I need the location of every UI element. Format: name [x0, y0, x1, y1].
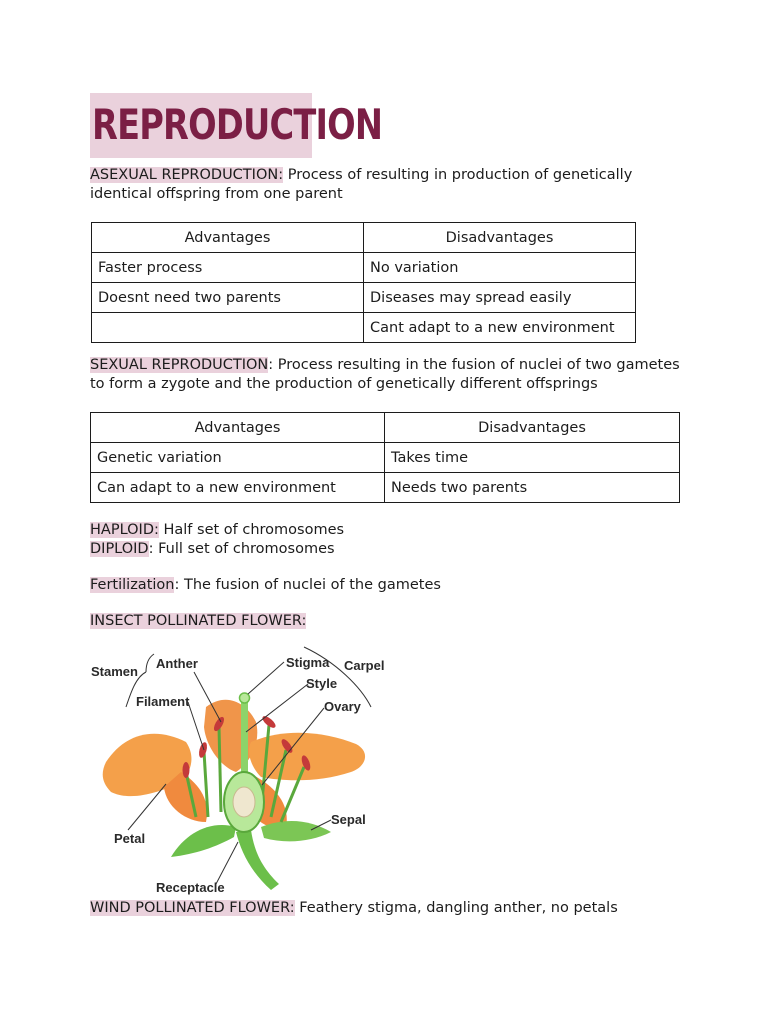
- label-receptacle: Receptacle: [156, 880, 225, 895]
- haploid-term: HAPLOID:: [90, 522, 159, 538]
- table-header-row: [91, 413, 680, 443]
- table-header-cell: Advantages: [92, 223, 364, 253]
- label-sepal: Sepal: [331, 812, 366, 827]
- wind-text: Feathery stigma, dangling anther, no petals: [294, 900, 618, 916]
- table-header-cell: Disadvantages: [385, 413, 680, 443]
- table-cell: Genetic variation: [91, 443, 385, 473]
- sexual-text: : Process resulting in the fusion of nuclei of two gametes to form a zygote and the production of genetically different offsprings: [90, 357, 680, 392]
- ovule: [233, 787, 255, 817]
- table-header-cell: Disadvantages: [364, 223, 636, 253]
- sexual-table: [90, 412, 680, 503]
- table-row: [92, 283, 636, 313]
- table-header-cell: Advantages: [91, 413, 385, 443]
- table-row: [91, 443, 680, 473]
- table-cell: Cant adapt to a new environment: [364, 313, 636, 343]
- label-stamen: Stamen: [91, 664, 138, 679]
- label-filament: Filament: [136, 694, 190, 709]
- table-cell: Diseases may spread easily: [364, 283, 636, 313]
- wind-term: WIND POLLINATED FLOWER:: [90, 900, 295, 916]
- insect-heading-text: INSECT POLLINATED FLOWER:: [90, 613, 307, 629]
- label-petal: Petal: [114, 831, 146, 846]
- diploid-definition: [90, 540, 690, 559]
- haploid-definition: [90, 521, 690, 540]
- sexual-definition: [90, 356, 690, 394]
- asexual-text: Process of resulting in production of genetically identical offspring from one parent: [90, 167, 633, 202]
- sepal-left: [171, 825, 236, 857]
- wind-definition: [90, 899, 710, 918]
- label-ovary: Ovary: [324, 699, 361, 714]
- flower-illustration: [103, 693, 365, 890]
- stigma: [240, 693, 250, 703]
- fertilization-definition: [90, 576, 690, 595]
- sepal-right: [261, 821, 331, 841]
- asexual-table: [91, 222, 636, 343]
- table-cell: Takes time: [385, 443, 680, 473]
- table-row: [92, 313, 636, 343]
- table-cell: [92, 313, 364, 343]
- sexual-term: SEXUAL REPRODUCTION: [90, 357, 269, 373]
- flower-diagram: [86, 632, 406, 897]
- label-stigma: Stigma: [286, 655, 330, 670]
- table-cell: Can adapt to a new environment: [91, 473, 385, 503]
- insect-heading: [90, 612, 690, 631]
- asexual-term: ASEXUAL REPRODUCTION:: [90, 167, 284, 183]
- table-cell: No variation: [364, 253, 636, 283]
- label-style: Style: [306, 676, 338, 691]
- table-cell: Needs two parents: [385, 473, 680, 503]
- table-row: [92, 253, 636, 283]
- table-header-row: [92, 223, 636, 253]
- page-title: REPRODUCTION: [92, 100, 383, 149]
- haploid-text: Half set of chromosomes: [158, 522, 345, 538]
- asexual-definition: [90, 166, 690, 204]
- label-anther: Anther: [156, 656, 198, 671]
- fertilization-text: : The fusion of nuclei of the gametes: [174, 577, 441, 593]
- diploid-term: DIPLOID: [90, 541, 149, 557]
- label-carpel: Carpel: [344, 658, 385, 673]
- table-cell: Doesnt need two parents: [92, 283, 364, 313]
- diploid-text: : Full set of chromosomes: [148, 541, 335, 557]
- table-cell: Faster process: [92, 253, 364, 283]
- petal-back: [204, 700, 257, 772]
- table-row: [91, 473, 680, 503]
- fertilization-term: Fertilization: [90, 577, 175, 593]
